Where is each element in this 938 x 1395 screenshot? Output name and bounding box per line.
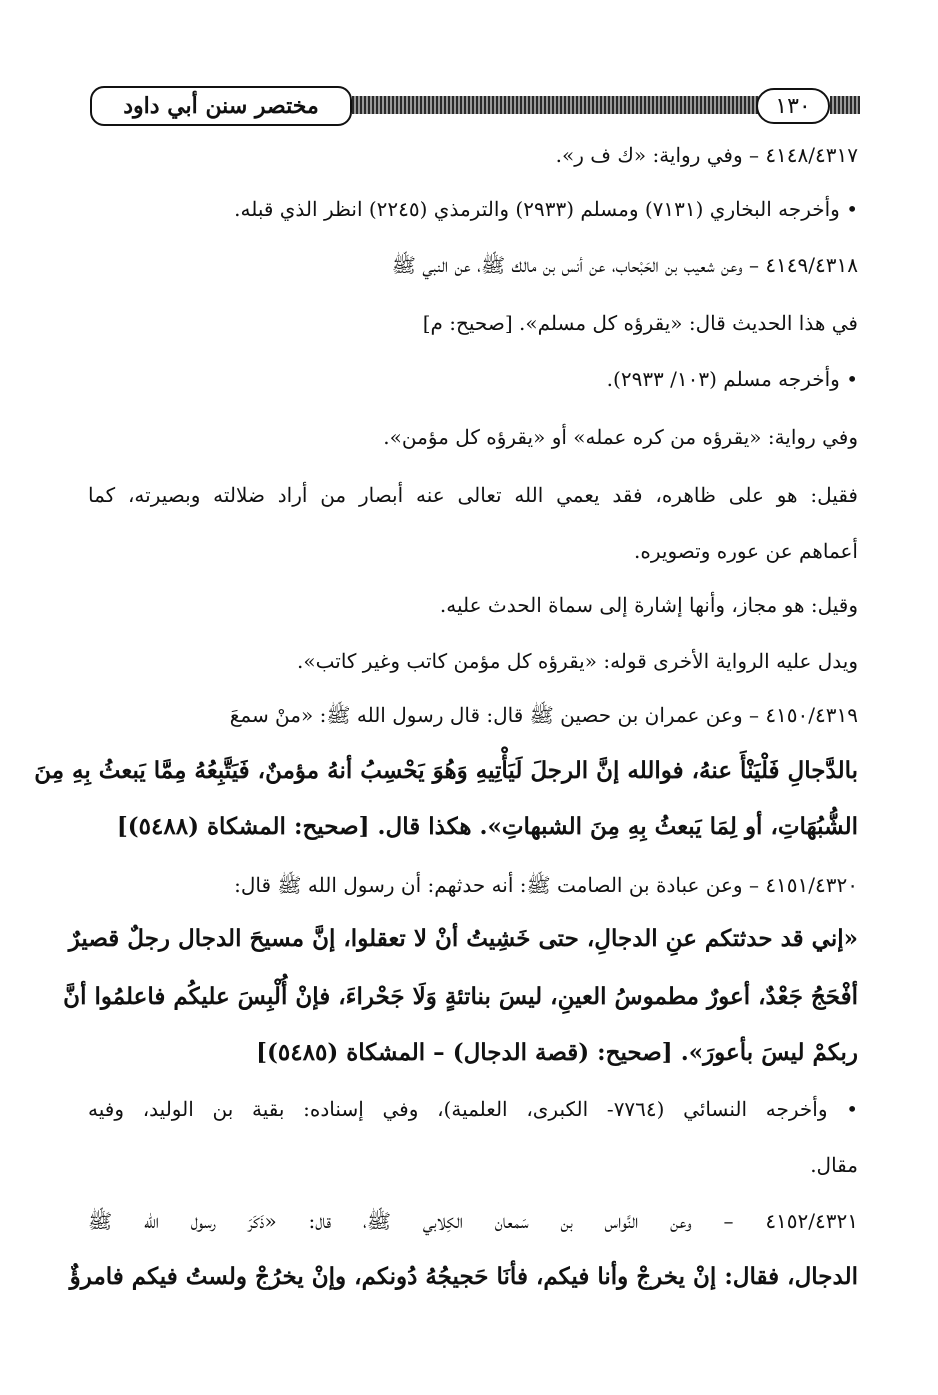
text-line: فقيل: هو على ظاهره، فقد يعمي الله تعالى عنه أبصار من أراد ضلالته وبصيرته، كما [88,483,858,507]
page-header [90,86,860,128]
book-title: مختصر سنن أبي داود [90,86,352,126]
text-line: وفي رواية: «يقرؤه من كره عمله» أو «يقرؤه كل مؤمن». [383,425,858,449]
text-line: «إني قد حدثتكم عنِ الدجالِ، حتى خَشِيتُ أنْ لا تعقلوا، إنَّ مسيحَ الدجال رجلٌ قصيرٌ [68,925,858,952]
text-line: ٤١٤٨/٤٣١٧ – وفي رواية: «ك ف ر». [555,143,858,167]
text-line: الدجال، فقال: إنْ يخرجْ وأنا فيكم، فأنَا حَجيجُهُ دُونكم، وإنْ يخرُجْ ولستُ فيكم فامرؤٌ [69,1263,858,1290]
text-line: الشُّبُهَاتِ، أو لِمَا يَبعثُ بِهِ مِنَ الشبهاتِ». هكذا قال. [صحيح: المشكاة (٥٤٨٨)] [116,813,858,840]
text-line: ويدل عليه الرواية الأخرى قوله: «يقرؤه كل مؤمن كاتب وغير كاتب». [297,649,858,673]
text-line: أفْحَجُ جَعْدٌ، أعورٌ مطموسُ العينِ، ليسَ بناتئةٍ وَلَا جَحْراءَ، فإنْ أُلْبِسَ عليكُم فاعلمُوا أنَّ [63,983,858,1010]
text-line: ٤١٥٢/٤٣٢١ – وعن النَّواس بن سَمعان الكِلابي ﷺ، قال: «ذَكَرَ رسول الله ﷺ [88,1209,858,1233]
header-band [352,96,760,114]
text-line: بالدَّجالِ فَلْيَنْأَ عنهُ، فوالله إنَّ الرجلَ لَيَأْتِيهِ وَهُوَ يَحْسِبُ أنهُ مؤمنٌ، فَيَتَّبِعُهُ مِمَّا يَبعثُ بِهِ مِنَ [34,757,858,784]
header-band-end [830,96,860,114]
page-number: ١٣٠ [756,88,830,124]
text-line: • وأخرجه النسائي (٧٧٦٤- الكبرى، العلمية)، وفي إسناده: بقية بن الوليد، وفيه [88,1097,858,1121]
text-line: • وأخرجه مسلم (١٠٣/ ٢٩٣٣). [606,367,858,391]
text-line: ٤١٥٠/٤٣١٩ – وعن عمران بن حصين ﷺ قال: قال رسول الله ﷺ: «منْ سمعَ [229,703,858,727]
text-line: مقال. [810,1153,858,1177]
text-line: وقيل: هو مجاز، وأنها إشارة إلى سماة الحدث عليه. [439,593,858,617]
text-line: • وأخرجه البخاري (٧١٣١) ومسلم (٢٩٣٣) والترمذي (٢٢٤٥) انظر الذي قبله. [234,197,858,221]
text-line: أعماهم عن عوره وتصويره. [634,539,858,563]
text-line: ٤١٤٩/٤٣١٨ – وعن شعيب بن الحَبْحاب، عن أنس بن مالك ﷺ، عن النبي ﷺ [391,253,858,277]
text-line: ربكمْ ليسَ بأعورَ». [صحيح: (قصة الدجال) – المشكاة (٥٤٨٥)] [256,1039,858,1066]
text-line: ٤١٥١/٤٣٢٠ – وعن عبادة بن الصامت ﷺ: أنه حدثهم: أن رسول الله ﷺ قال: [234,873,858,897]
text-line: في هذا الحديث قال: «يقرؤه كل مسلم». [صحيح: م] [422,311,858,335]
